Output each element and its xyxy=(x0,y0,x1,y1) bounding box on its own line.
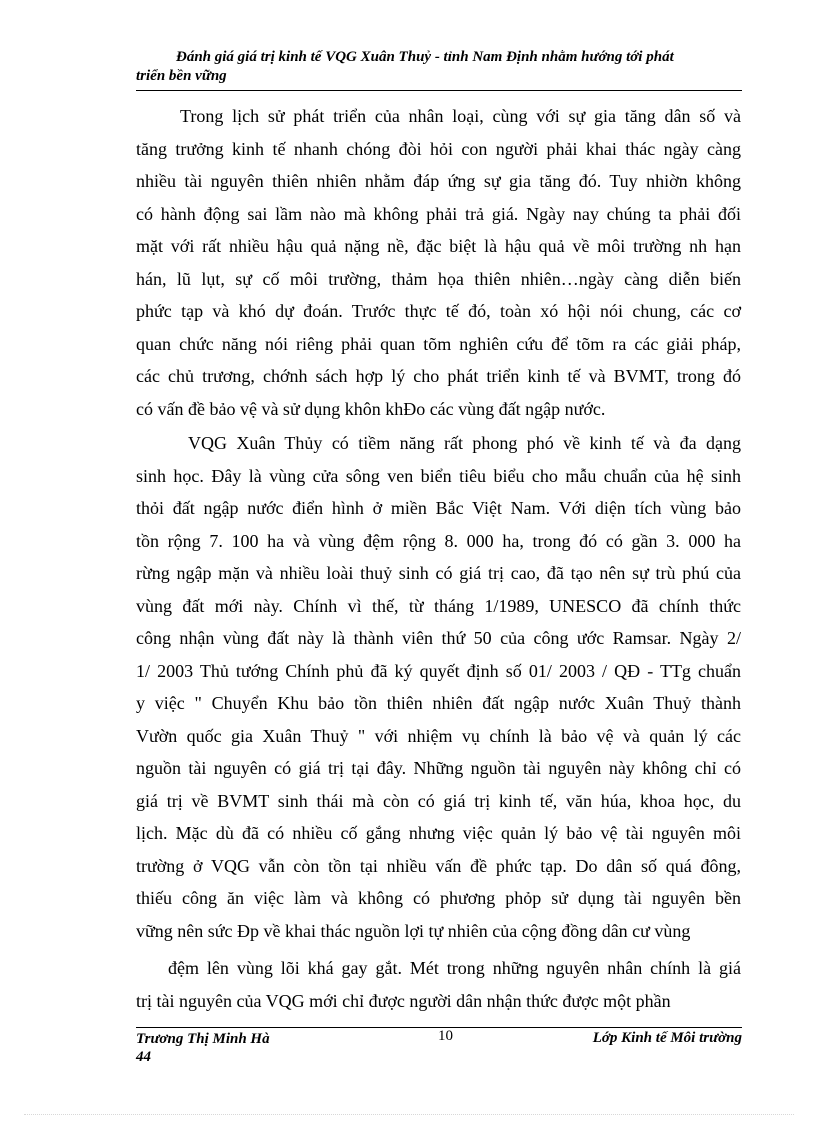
paragraph-line: các chủ trương, chớnh sách hợp lý cho phát triển kinh tế và BVMT, trong đó xyxy=(136,366,741,386)
paragraph-line: giá trị về BVMT sinh thái mà còn có giá trị kinh tế, văn húa, khoa học, du xyxy=(136,790,741,811)
header-title-line-2: triển bền vững xyxy=(136,68,227,84)
footer-author xyxy=(136,1030,270,1066)
paragraph-line: có hành động sai lầm nào mà không phải trả giá. Ngày nay chúng ta phải đối xyxy=(136,203,741,224)
header-divider xyxy=(136,90,742,91)
paragraph-line: tồn rộng 7. 100 ha và vùng đệm rộng 8. 000 ha, trong đó có gần 3. 000 ha xyxy=(136,530,741,551)
running-header xyxy=(136,48,742,86)
page-bottom-border xyxy=(24,1114,794,1115)
paragraph-line: nguồn tài nguyên có giá trị tại đây. Những nguồn tài nguyên này không chỉ có xyxy=(136,758,741,778)
paragraph-line: trị tài nguyên của VQG mới chỉ được người dân nhận thức được một phần xyxy=(136,990,671,1011)
paragraph-2 xyxy=(136,430,741,950)
paragraph-line: đệm lên vùng lõi khá gay gắt. Mét trong những nguyên nhân chính là giá xyxy=(168,958,741,978)
paragraph-line: VQG Xuân Thủy có tiềm năng rất phong phó về kinh tế và đa dạng xyxy=(188,433,741,453)
paragraph-line: mặt với rất nhiều hậu quả nặng nề, đặc biệt là hậu quả về môi trường nh hạn xyxy=(136,236,741,256)
paragraph-line: có vấn đề bảo vệ và sử dụng khôn khĐo các vùng đất ngập nước. xyxy=(136,398,606,419)
paragraph-line: 1/ 2003 Thủ tướng Chính phủ đã ký quyết định số 01/ 2003 / QĐ - TTg chuẩn xyxy=(136,660,741,681)
paragraph-line: Trong lịch sử phát triển của nhân loại, cùng với sự gia tăng dân số và xyxy=(180,106,741,126)
footer-class-name: Lớp Kinh tế Môi trường xyxy=(592,1030,742,1046)
page-number: 10 xyxy=(438,1028,453,1044)
paragraph-line: vùng đất mới này. Chính vì thế, từ tháng 1/1989, UNESCO đã chính thức xyxy=(136,595,741,616)
paragraph-line: công nhận vùng đất này là thành viên thứ 50 của công ước Ramsar. Ngày 2/ xyxy=(136,628,741,648)
header-title-line-1: Đánh giá giá trị kinh tế VQG Xuân Thuỷ - tỉnh Nam Định nhằm hướng tới phát xyxy=(176,49,674,65)
paragraph-line: vững nên sức Đp về khai thác nguồn lợi tự nhiên của cộng đồng dân cư vùng xyxy=(136,920,691,941)
paragraph-1 xyxy=(136,103,741,428)
footer-author-name: Trương Thị Minh Hà xyxy=(136,1031,270,1047)
paragraph-line: hán, lũ lụt, sự cố môi trường, thảm họa thiên nhiên…ngày càng diễn biến xyxy=(136,268,741,289)
paragraph-line: nhiều tài nguyên thiên nhiên nhằm đáp ứng sự gia tăng đó. Tuy nhiờn không xyxy=(136,171,741,191)
footer-author-class-number: 44 xyxy=(136,1049,151,1065)
paragraph-line: Vườn quốc gia Xuân Thuỷ " với nhiệm vụ chính là bảo vệ và quản lý các xyxy=(136,725,741,746)
paragraph-line: thỏi đất ngập nước điển hình ở miền Bắc Việt Nam. Với diện tích vùng bảo xyxy=(136,498,741,518)
paragraph-line: quan chức năng nói riêng phải quan tõm nghiên cứu để tõm ra các giải pháp, xyxy=(136,333,741,354)
paragraph-line: tăng trưởng kinh tế nhanh chóng đòi hỏi con người phải khai thác ngày càng xyxy=(136,138,741,159)
paragraph-line: sinh học. Đây là vùng cửa sông ven biển tiêu biểu cho mẫu chuẩn của hệ sinh xyxy=(136,465,741,486)
paragraph-3 xyxy=(136,955,741,1020)
paragraph-line: thiếu công ăn việc làm và không có phương phỏp sử dụng tài nguyên bền xyxy=(136,888,741,908)
paragraph-line: lịch. Mặc dù đã có nhiều cố gắng nhưng việc quản lý bảo vệ tài nguyên môi xyxy=(136,823,741,843)
paragraph-line: phức tạp và khó dự đoán. Trước thực tế đó, toàn xó hội nói chung, các cơ xyxy=(136,301,741,321)
paragraph-line: y việc " Chuyển Khu bảo tồn thiên nhiên đất ngập nước Xuân Thuỷ thành xyxy=(136,693,741,713)
paragraph-line: trường ở VQG vẫn còn tồn tại nhiều vấn đề phức tạp. Do dân số quá đông, xyxy=(136,855,741,876)
paragraph-line: rừng ngập mặn và nhiều loài thuỷ sinh có giá trị cao, đã tạo nên sự trù phú của xyxy=(136,563,741,583)
